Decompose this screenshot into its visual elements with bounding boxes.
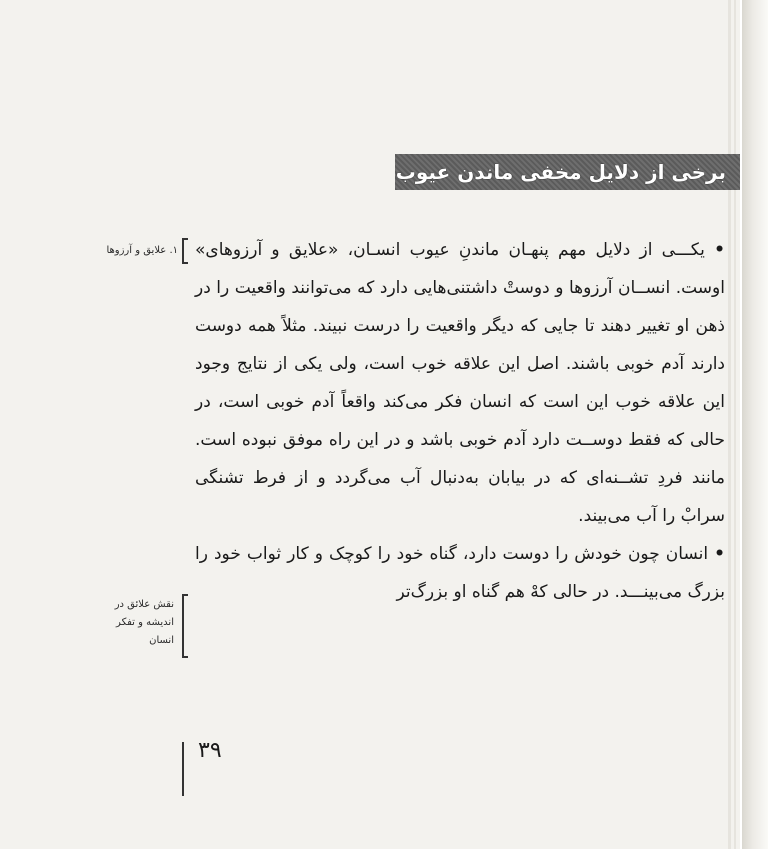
margin-bracket-tick: [182, 656, 188, 658]
page-number-rule: [182, 742, 184, 796]
bullet: •: [714, 544, 726, 564]
margin-bracket-tick: [182, 238, 188, 240]
page-edge: [734, 0, 736, 849]
book-spine: [742, 0, 768, 849]
paragraph-text: انسان چون خودش را دوست دارد، گناه خود را کوچک و کار ثواب خود را بزرگ می‌بینـــد. در حالی کهْ هم گناه او بزرگ‌تر: [195, 544, 725, 602]
margin-bracket-tick: [182, 262, 188, 264]
page-number: ۳۹: [198, 738, 222, 763]
paragraph-text: یکـــی از دلایل مهم پنهـان ماندنِ عیوب انسـان، «علایق و آرزوهای» اوست. انســان آرزوها و دوستْ داشتنی‌هایی دارد که می‌توانند واقعیت را در ذهن او تغییر دهند تا جایی که دیگر واقعیت را درست نبیند. مثلاً همه دوست دارند آدم خوبی باشند. اصل این علاقه خوب است، ولی یکی از نتایج وجود این علاقه خوب این است که انسان فکر می‌کند واقعاً آدم خوبی است، در حالی که فقط دوســت دارد آدم خوبی باشد و در این راه موفق نبوده است. مانند فردِ تشــنه‌ای که در بیابان به‌دنبال آب می‌گردد و از فرط تشنگی سرابْ را آب می‌بیند.: [195, 240, 725, 526]
paragraph: [195, 535, 725, 611]
margin-note-role-of-interests: نقش علائق در اندیشه و تفکر انسان: [114, 599, 174, 646]
bullet: •: [714, 240, 726, 260]
section-heading: برخی از دلایل مخفی ماندن عیوب: [395, 154, 740, 190]
margin-bracket-tick: [182, 594, 188, 596]
margin-bracket: [182, 238, 184, 264]
margin-bracket: [182, 594, 184, 658]
page-edge: [728, 0, 731, 849]
margin-note-desires: ۱. علایق و آرزوها: [106, 245, 178, 256]
paragraph: [195, 231, 725, 535]
main-text: [195, 231, 725, 611]
